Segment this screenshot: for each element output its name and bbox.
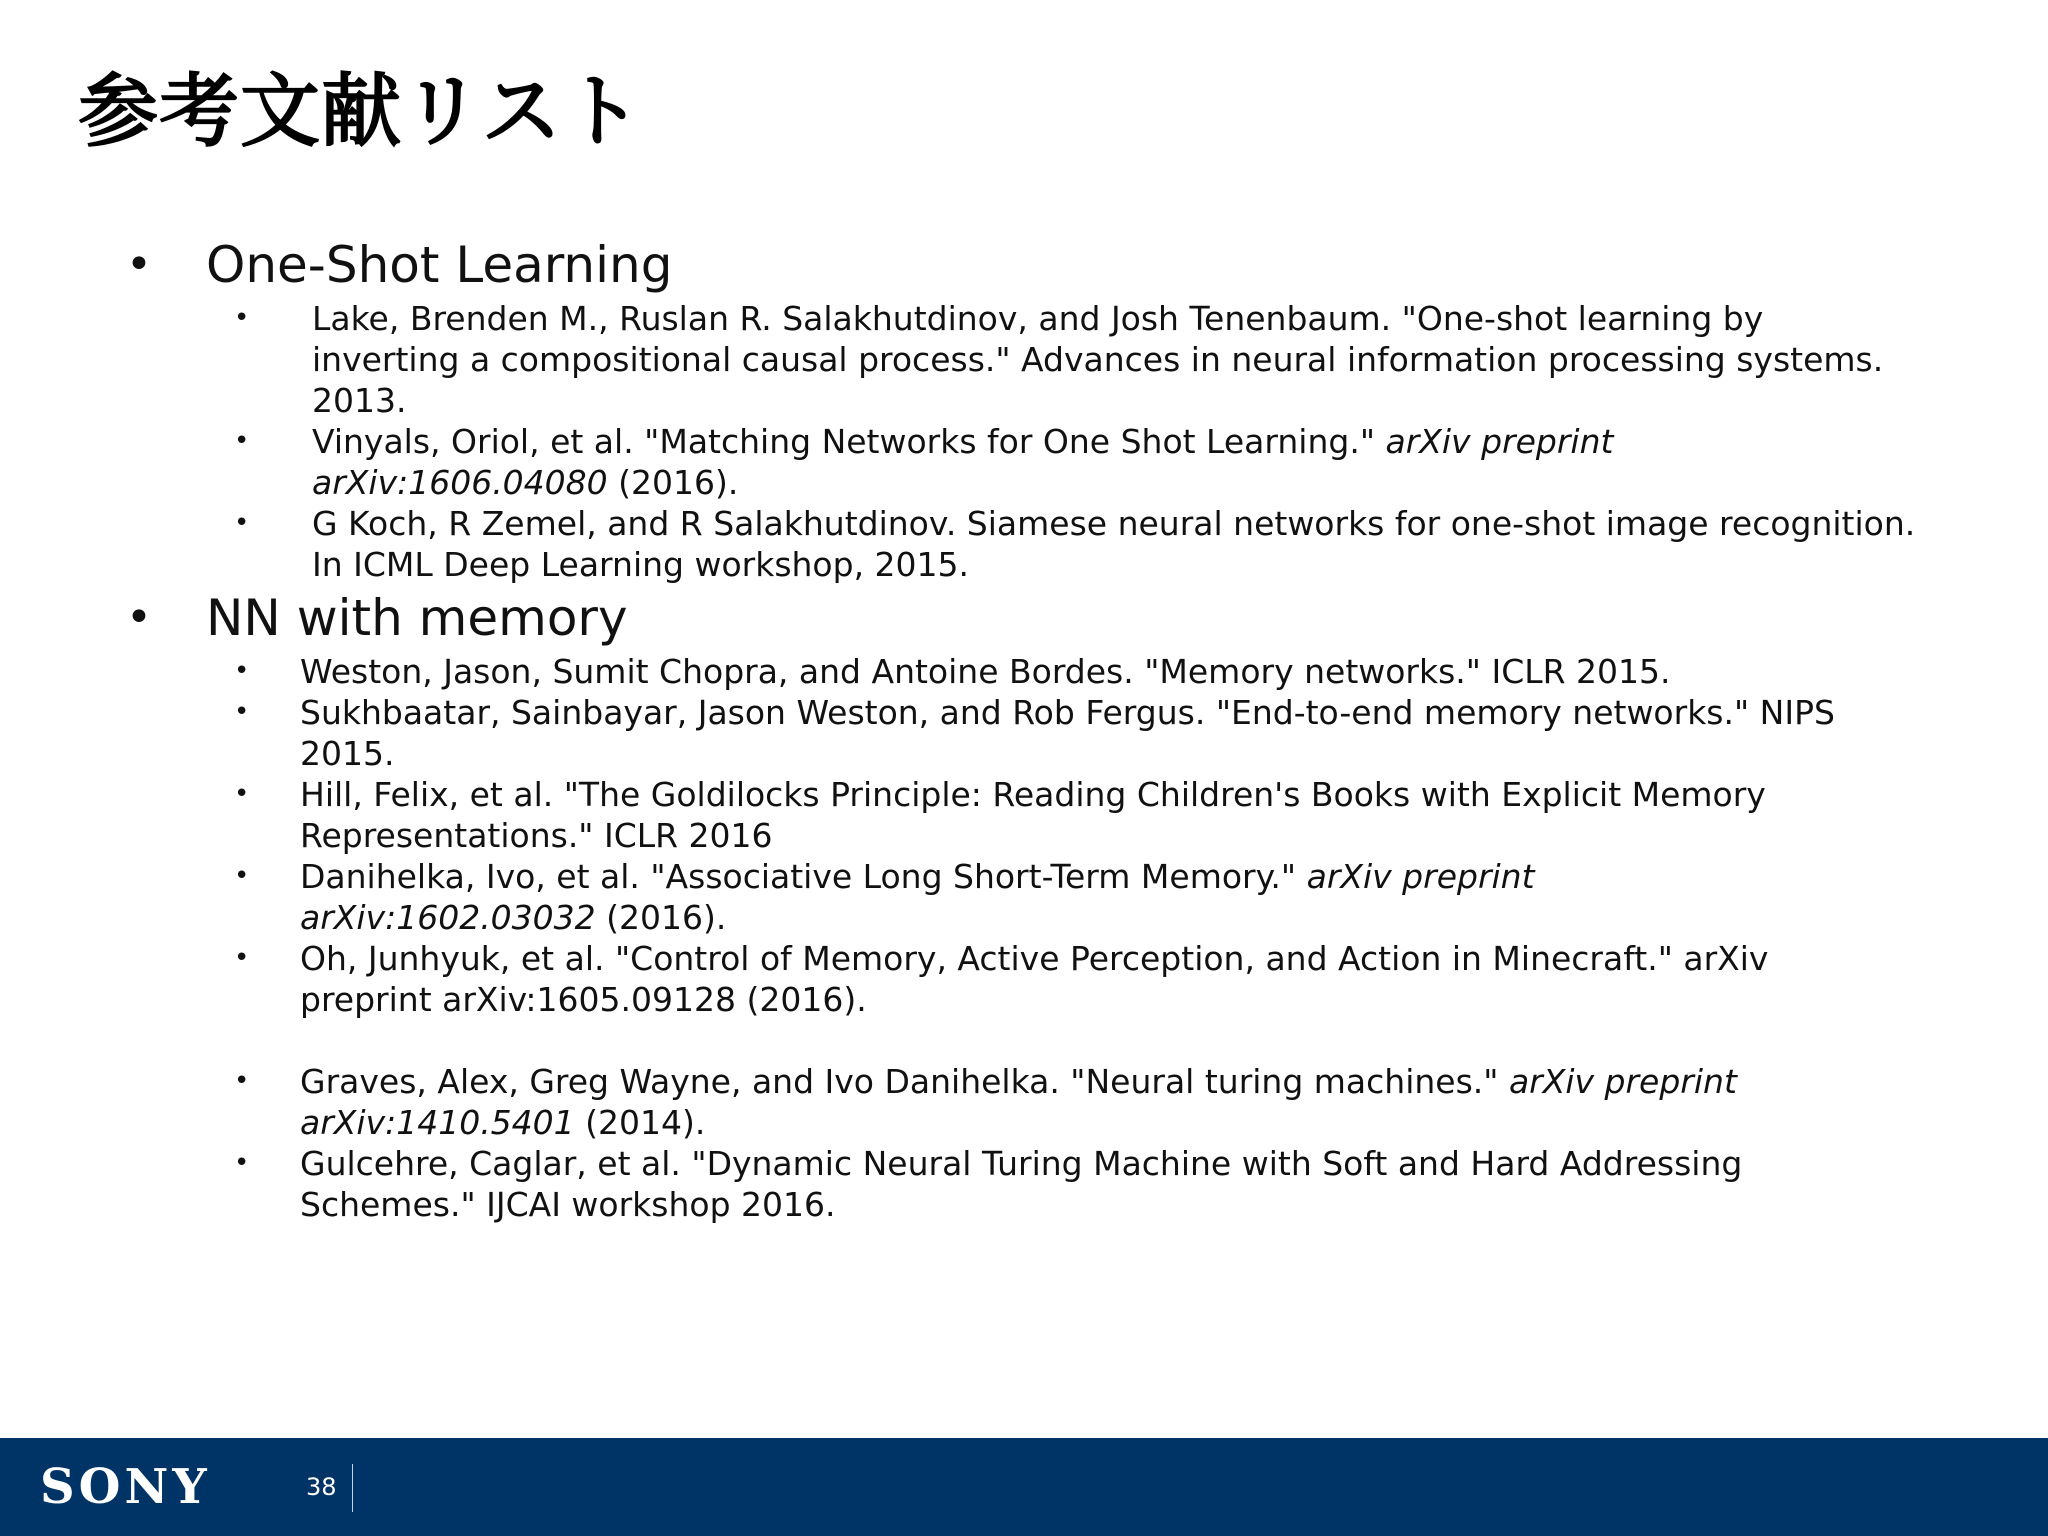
reference-item bbox=[0, 651, 2048, 692]
reference-bullet: • bbox=[234, 656, 250, 686]
reference-bullet: • bbox=[234, 1148, 250, 1178]
reference-line bbox=[300, 938, 1988, 979]
reference-line bbox=[300, 774, 1988, 815]
reference-line bbox=[300, 733, 1988, 774]
reference-bullet: • bbox=[234, 943, 250, 973]
reference-content bbox=[0, 232, 2048, 1225]
reference-bullet: • bbox=[234, 508, 250, 538]
reference-segment: Representations." ICLR 2016 bbox=[300, 816, 773, 855]
reference-text bbox=[0, 503, 2048, 585]
reference-segment: Schemes." IJCAI workshop 2016. bbox=[300, 1185, 836, 1224]
reference-venue-italic: arXiv preprint bbox=[1385, 422, 1614, 461]
reference-text bbox=[0, 298, 2048, 421]
section-heading bbox=[0, 232, 2048, 298]
reference-item bbox=[0, 938, 2048, 1020]
reference-text bbox=[0, 938, 2048, 1020]
reference-segment: Vinyals, Oriol, et al. "Matching Networks for One Shot Learning." bbox=[312, 422, 1386, 461]
reference-text bbox=[0, 421, 2048, 503]
reference-venue-italic: arXiv:1602.03032 bbox=[300, 898, 596, 937]
reference-bullet: • bbox=[234, 779, 250, 809]
reference-line bbox=[300, 856, 1988, 897]
reference-line bbox=[312, 339, 1988, 380]
section-title: NN with memory bbox=[206, 589, 628, 647]
reference-item bbox=[0, 692, 2048, 774]
section-title: One-Shot Learning bbox=[206, 236, 673, 294]
reference-segment: (2016). bbox=[595, 898, 727, 937]
reference-line bbox=[300, 979, 1988, 1020]
section-heading bbox=[0, 585, 2048, 651]
reference-line bbox=[312, 421, 1988, 462]
reference-line bbox=[300, 1102, 1988, 1143]
reference-line bbox=[300, 1184, 1988, 1225]
reference-item bbox=[0, 503, 2048, 585]
reference-segment: inverting a compositional causal process." Advances in neural information processing systems. bbox=[312, 340, 1884, 379]
reference-line bbox=[300, 651, 1988, 692]
section-one-shot-learning bbox=[0, 232, 2048, 585]
reference-venue-italic: arXiv:1606.04080 bbox=[312, 463, 608, 502]
reference-venue-italic: arXiv preprint bbox=[1508, 1062, 1737, 1101]
reference-bullet: • bbox=[234, 1066, 250, 1096]
reference-text bbox=[0, 651, 2048, 692]
reference-item bbox=[0, 421, 2048, 503]
reference-text bbox=[0, 692, 2048, 774]
reference-line bbox=[300, 1061, 1988, 1102]
reference-segment: Danihelka, Ivo, et al. "Associative Long Short-Term Memory." bbox=[300, 857, 1307, 896]
reference-line bbox=[312, 462, 1988, 503]
sony-logo: SONY bbox=[40, 1459, 211, 1515]
reference-line bbox=[300, 1143, 1988, 1184]
reference-venue-italic: arXiv:1410.5401 bbox=[300, 1103, 575, 1142]
reference-segment: 2015. bbox=[300, 734, 395, 773]
reference-venue-italic: arXiv preprint bbox=[1306, 857, 1535, 896]
reference-segment: G Koch, R Zemel, and R Salakhutdinov. Siamese neural networks for one-shot image recognition. bbox=[312, 504, 1916, 543]
reference-segment: Lake, Brenden M., Ruslan R. Salakhutdinov, and Josh Tenenbaum. "One-shot learning by bbox=[312, 299, 1764, 338]
reference-text bbox=[0, 1061, 2048, 1143]
reference-line bbox=[312, 380, 1988, 421]
reference-segment: Hill, Felix, et al. "The Goldilocks Principle: Reading Children's Books with Explicit Memory bbox=[300, 775, 1766, 814]
reference-segment: Graves, Alex, Greg Wayne, and Ivo Danihelka. "Neural turing machines." bbox=[300, 1062, 1509, 1101]
reference-line bbox=[300, 897, 1988, 938]
page-number: 38 bbox=[306, 1473, 337, 1501]
reference-text bbox=[0, 1143, 2048, 1225]
reference-item bbox=[0, 1061, 2048, 1143]
reference-segment: 2013. bbox=[312, 381, 407, 420]
reference-segment: (2016). bbox=[607, 463, 739, 502]
reference-text bbox=[0, 774, 2048, 856]
section-nn-with-memory bbox=[0, 585, 2048, 1225]
reference-segment: Sukhbaatar, Sainbayar, Jason Weston, and Rob Fergus. "End-to-end memory networks." NIPS bbox=[300, 693, 1835, 732]
section-bullet: • bbox=[126, 239, 152, 290]
footer-divider bbox=[352, 1464, 353, 1512]
reference-line bbox=[300, 815, 1988, 856]
reference-segment: In ICML Deep Learning workshop, 2015. bbox=[312, 545, 970, 584]
reference-segment: Gulcehre, Caglar, et al. "Dynamic Neural Turing Machine with Soft and Hard Addressing bbox=[300, 1144, 1743, 1183]
reference-segment: Oh, Junhyuk, et al. "Control of Memory, Active Perception, and Action in Minecraft." arXiv bbox=[300, 939, 1769, 978]
reference-item bbox=[0, 1143, 2048, 1225]
reference-bullet: • bbox=[234, 697, 250, 727]
reference-text bbox=[0, 856, 2048, 938]
reference-line bbox=[312, 544, 1988, 585]
reference-bullet: • bbox=[234, 426, 250, 456]
slide-title: 参考文献リスト bbox=[78, 65, 644, 158]
reference-line bbox=[300, 692, 1988, 733]
reference-segment: Weston, Jason, Sumit Chopra, and Antoine Bordes. "Memory networks." ICLR 2015. bbox=[300, 652, 1671, 691]
reference-list bbox=[0, 651, 2048, 1225]
reference-segment: (2014). bbox=[574, 1103, 706, 1142]
footer-bar bbox=[0, 1438, 2048, 1536]
section-bullet: • bbox=[126, 592, 152, 643]
reference-item bbox=[0, 774, 2048, 856]
reference-segment: preprint arXiv:1605.09128 (2016). bbox=[300, 980, 867, 1019]
reference-list bbox=[0, 298, 2048, 585]
reference-item bbox=[0, 298, 2048, 421]
reference-item bbox=[0, 856, 2048, 938]
reference-bullet: • bbox=[234, 861, 250, 891]
reference-line bbox=[312, 298, 1988, 339]
reference-bullet: • bbox=[234, 303, 250, 333]
reference-line bbox=[312, 503, 1988, 544]
